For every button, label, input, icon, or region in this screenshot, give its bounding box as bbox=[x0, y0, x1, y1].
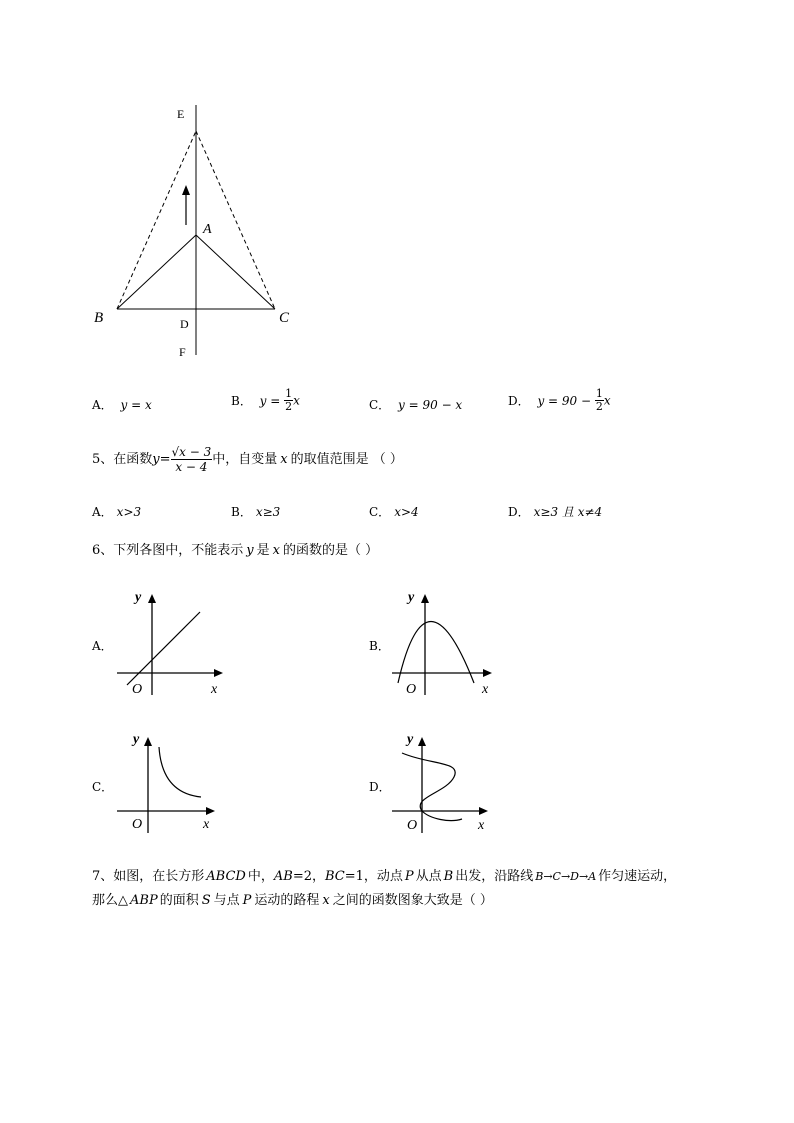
option-lhs: y = bbox=[259, 393, 285, 408]
x-axis-arrow-icon bbox=[483, 669, 492, 677]
option-letter: C． bbox=[369, 505, 391, 519]
q5-option-b[interactable] bbox=[231, 503, 280, 520]
q6-option-c-letter[interactable]: C． bbox=[92, 780, 114, 794]
option-rhs: x bbox=[293, 393, 300, 408]
option-text: x>4 bbox=[394, 505, 419, 519]
y-label: y bbox=[133, 732, 140, 747]
up-arrow-icon bbox=[182, 185, 190, 195]
y-axis-arrow-icon bbox=[421, 594, 429, 603]
y-axis-arrow-icon bbox=[148, 594, 156, 603]
option-letter: D． bbox=[508, 394, 530, 408]
q6-graph-d bbox=[390, 725, 505, 840]
origin-label: O bbox=[407, 818, 418, 833]
segment-ac bbox=[196, 235, 275, 309]
q7-text: 与点 bbox=[213, 893, 240, 908]
label-c: C bbox=[279, 310, 290, 326]
q5-fraction: $\frac{√x - 3}{x - 4}$ bbox=[171, 445, 212, 474]
q7-text: 的面积 bbox=[159, 893, 199, 908]
q6-x: x bbox=[272, 543, 280, 558]
q5-option-d[interactable] bbox=[508, 503, 602, 520]
option-letter: D． bbox=[508, 505, 530, 519]
origin-label: O bbox=[132, 682, 143, 697]
q5-var: x bbox=[280, 452, 288, 467]
y-axis-arrow-icon bbox=[418, 737, 426, 746]
fraction: $\frac{1}{2}$ bbox=[285, 387, 293, 413]
q4-option-a[interactable] bbox=[92, 396, 152, 413]
q4-option-c[interactable] bbox=[369, 396, 462, 413]
q7-math: ABCD bbox=[206, 869, 246, 884]
x-axis-arrow-icon bbox=[214, 669, 223, 677]
q6-option-b-letter[interactable]: B． bbox=[369, 639, 390, 653]
label-f: F bbox=[179, 345, 186, 359]
linear-curve bbox=[127, 612, 200, 685]
option-letter: A． bbox=[92, 398, 113, 412]
q4-option-d[interactable] bbox=[508, 388, 611, 413]
label-b: B bbox=[94, 310, 104, 326]
x-label: x bbox=[211, 682, 218, 697]
q7-math: P bbox=[242, 893, 252, 908]
q7-math: BC bbox=[324, 869, 345, 884]
q7-text: =1，动点 bbox=[344, 869, 403, 884]
q5-prefix: 5、在函数 bbox=[92, 452, 153, 467]
dashed-ce bbox=[196, 131, 275, 309]
x-axis-arrow-icon bbox=[479, 807, 488, 815]
q7-math: P bbox=[404, 869, 414, 884]
y-label: y bbox=[408, 590, 415, 605]
option-rhs: x bbox=[603, 393, 611, 408]
q7-text: 运动的路程 bbox=[254, 893, 320, 908]
q6-y: y bbox=[246, 543, 254, 558]
q7-text: 从点 bbox=[415, 869, 442, 884]
label-a: A bbox=[203, 222, 212, 237]
option-text: x≥3 bbox=[255, 505, 281, 519]
x-label: x bbox=[482, 682, 489, 697]
triangle-figure bbox=[85, 95, 315, 365]
y-label: y bbox=[135, 590, 142, 605]
q6-graph-c bbox=[115, 725, 230, 840]
y-axis-arrow-icon bbox=[144, 737, 152, 746]
fraction: $\frac{1}{2}$ bbox=[595, 387, 603, 413]
q7-math: AB bbox=[273, 869, 293, 884]
q7-line-2 bbox=[92, 892, 493, 910]
q5-suffix: 中，自变量 bbox=[212, 452, 278, 467]
q7-math: B bbox=[443, 869, 454, 884]
x-label: x bbox=[478, 818, 485, 833]
option-lhs: y = 90 − bbox=[537, 393, 595, 408]
q6-option-d-letter[interactable]: D． bbox=[369, 780, 391, 794]
q7-math: x bbox=[322, 893, 330, 908]
q7-text: 出发，沿路线 bbox=[455, 869, 534, 884]
q6-stem-c: 的函数的是（ ） bbox=[283, 543, 379, 558]
option-letter: B． bbox=[231, 505, 252, 519]
y-label: y bbox=[407, 732, 414, 747]
dashed-be bbox=[117, 131, 196, 309]
q7-text: 那么△ bbox=[92, 893, 128, 908]
q6-stem-a: 6、下列各图中，不能表示 bbox=[92, 543, 244, 558]
q5-stem bbox=[92, 444, 403, 476]
q5-y-eq: y= bbox=[152, 452, 171, 467]
label-e: E bbox=[177, 107, 185, 121]
q7-text: 之间的函数图象大致是（ ） bbox=[332, 893, 493, 908]
q6-option-a-letter[interactable]: A． bbox=[92, 639, 113, 653]
parabola-curve bbox=[398, 622, 474, 684]
option-expr: y = 90 − x bbox=[398, 398, 463, 412]
x-label: x bbox=[203, 817, 210, 832]
hyperbola-curve bbox=[159, 747, 201, 797]
q6-stem bbox=[92, 542, 378, 560]
q5-option-c[interactable] bbox=[369, 503, 419, 520]
q7-text: 作匀速运动， bbox=[598, 869, 677, 884]
option-letter: A． bbox=[92, 505, 113, 519]
segment-ab bbox=[117, 235, 196, 309]
option-expr: y = x bbox=[120, 398, 152, 412]
x-axis-arrow-icon bbox=[206, 807, 215, 815]
option-text: x>3 bbox=[116, 505, 142, 519]
q5-suffix2: 的取值范围是 （ ） bbox=[290, 452, 403, 467]
q5-option-a[interactable] bbox=[92, 503, 141, 520]
label-d: D bbox=[180, 317, 189, 331]
option-letter: B． bbox=[231, 394, 252, 408]
q7-text: 中， bbox=[247, 869, 274, 884]
q7-text: 7、如图，在长方形 bbox=[92, 869, 205, 884]
q6-graph-a bbox=[115, 585, 230, 700]
option-letter: C． bbox=[369, 398, 391, 412]
q7-math: ABP bbox=[130, 893, 158, 908]
q7-math: B→C→D→A bbox=[535, 870, 597, 883]
q6-graph-b bbox=[390, 585, 505, 700]
q4-option-b[interactable] bbox=[231, 388, 300, 413]
q7-text: =2， bbox=[292, 869, 325, 884]
q6-stem-b: 是 bbox=[256, 543, 270, 558]
option-text: x≥3 且 x≠4 bbox=[533, 505, 603, 519]
q7-math: S bbox=[201, 893, 211, 908]
origin-label: O bbox=[406, 682, 417, 697]
origin-label: O bbox=[132, 817, 143, 832]
q7-line-1 bbox=[92, 868, 676, 886]
